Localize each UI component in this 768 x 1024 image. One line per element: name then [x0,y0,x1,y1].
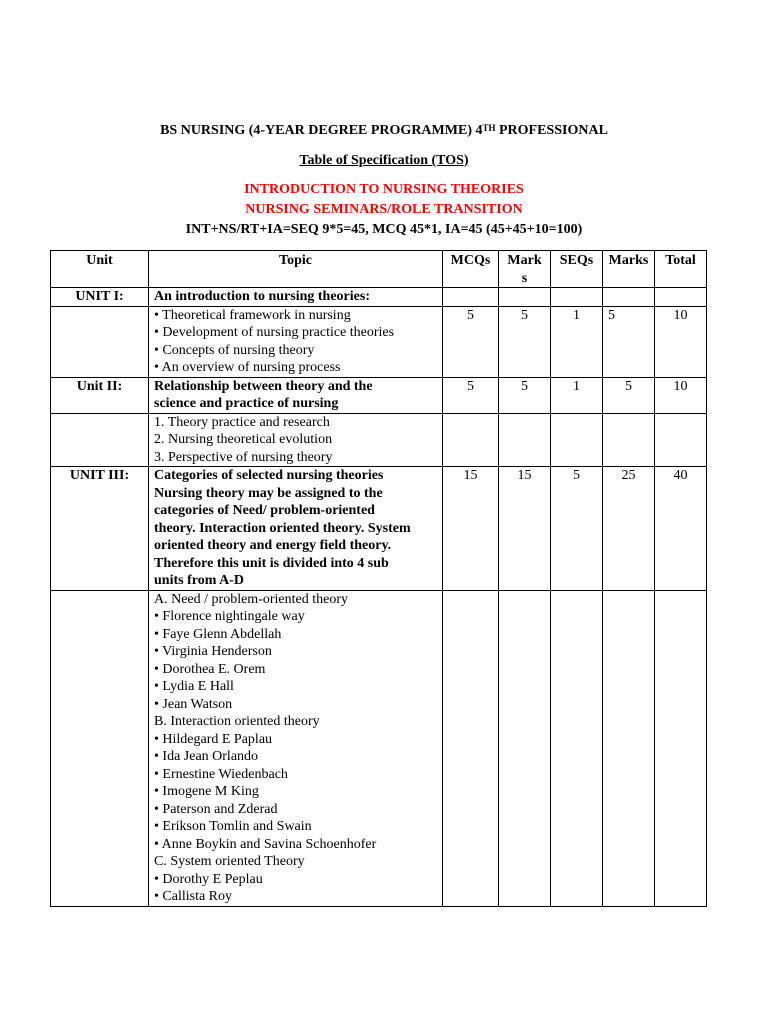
empty-cell [443,413,499,467]
seq-marks-value: 5 [603,377,655,413]
list-item: • Ida Jean Orlando [154,749,259,764]
header-mcqs: MCQs [443,251,499,288]
header-marks-2: Marks [603,251,655,288]
unit-topic: An introduction to nursing theories: [149,288,443,307]
subtitle-wrap [0,153,768,169]
topic-line: science and practice of nursing [154,396,339,411]
list-item: • Dorothea E. Orem [154,661,266,677]
empty-cell [603,590,655,906]
topic-list [149,413,443,467]
topic-list [149,590,443,906]
topic-line: Nursing theory may be assigned to the [154,485,383,501]
list-item: • Development of nursing practice theories [154,325,395,340]
title-superscript: TH [482,123,496,133]
unit-label: UNIT III: [51,467,149,591]
table-row [51,590,707,906]
list-item: 1. Theory practice and research [154,414,330,430]
list-item: • Theoretical framework in nursing [154,307,351,323]
total-value: 10 [655,306,707,377]
total-value: 10 [655,377,707,413]
table-row [51,306,707,377]
empty-cell [499,413,551,467]
seqs-value: 1 [551,306,603,377]
title-suffix: PROFESSIONAL [495,123,608,138]
empty-cell [655,413,707,467]
list-item: • Lydia E Hall [154,679,234,694]
unit-topic [149,377,443,413]
topic-line: theory. Interaction oriented theory. System [154,520,411,536]
mcqs-value: 5 [443,306,499,377]
empty-cell [603,413,655,467]
list-item: C. System oriented Theory [154,854,305,869]
list-item: • Hildegard E Paplau [154,731,273,747]
topic-line: units from A-D [154,573,244,588]
list-item: B. Interaction oriented theory [154,714,320,729]
empty-cell [499,288,551,307]
list-item: • Dorothy E Peplau [154,871,263,887]
header-unit: Unit [51,251,149,288]
list-item: 3. Perspective of nursing theory [154,449,333,465]
table-row [51,288,707,307]
mcqs-value: 15 [443,467,499,591]
unit-label: UNIT I: [51,288,149,307]
table-header-row [51,251,707,288]
empty-cell [499,590,551,906]
list-item: A. Need / problem-oriented theory [154,591,348,607]
empty-cell [443,590,499,906]
document-title [0,123,768,139]
header-marks: Mark s [499,251,551,288]
unit-label: Unit II: [51,377,149,413]
empty-cell [51,306,149,377]
course-title-line2: NURSING SEMINARS/ROLE TRANSITION [245,202,523,217]
seq-marks-value: 5 [603,306,655,377]
empty-cell [551,413,603,467]
list-item: • Virginia Henderson [154,644,272,659]
empty-cell [51,413,149,467]
empty-cell [551,288,603,307]
title-prefix: BS NURSING (4-YEAR DEGREE PROGRAMME) 4 [160,123,483,138]
mcqs-value: 5 [443,377,499,413]
topic-line: Therefore this unit is divided into 4 sub [154,555,389,571]
list-item: • Anne Boykin and Savina Schoenhofer [154,836,377,852]
empty-cell [603,288,655,307]
marks-value: 5 [499,306,551,377]
empty-cell [551,590,603,906]
list-item: • Jean Watson [154,696,233,712]
seqs-value: 5 [551,467,603,591]
seq-marks-value: 25 [603,467,655,591]
seqs-value: 1 [551,377,603,413]
list-item: • Florence nightingale way [154,609,305,624]
course-title-line1: INTRODUCTION TO NURSING THEORIES [244,182,524,197]
empty-cell [51,590,149,906]
list-item: • An overview of nursing process [154,360,341,375]
topic-line: Categories of selected nursing theories [154,468,384,483]
empty-cell [655,288,707,307]
list-item: • Erikson Tomlin and Swain [154,819,312,834]
list-item: • Callista Roy [154,889,233,904]
list-item: • Faye Glenn Abdellah [154,626,282,642]
marks-value: 15 [499,467,551,591]
unit-topic [149,467,443,591]
topic-line: oriented theory and energy field theory. [154,538,392,553]
table-row [51,413,707,467]
topic-list [149,306,443,377]
empty-cell [443,288,499,307]
table-row [51,467,707,591]
list-item: • Imogene M King [154,784,259,799]
empty-cell [655,590,707,906]
list-item: • Ernestine Wiedenbach [154,766,288,782]
header-topic: Topic [149,251,443,288]
list-item: • Concepts of nursing theory [154,342,315,358]
document-subtitle: Table of Specification (TOS) [299,153,469,168]
tos-table [50,250,707,907]
total-value: 40 [655,467,707,591]
list-item: • Paterson and Zderad [154,801,278,817]
marks-value: 5 [499,377,551,413]
header-seqs: SEQs [551,251,603,288]
marks-formula: INT+NS/RT+IA=SEQ 9*5=45, MCQ 45*1, IA=45 (45+45+10=100) [185,222,583,237]
table-row [51,377,707,413]
header-total: Total [655,251,707,288]
topic-line: categories of Need/ problem-oriented [154,503,375,518]
list-item: 2. Nursing theoretical evolution [154,432,333,447]
topic-line: Relationship between theory and the [154,378,373,394]
